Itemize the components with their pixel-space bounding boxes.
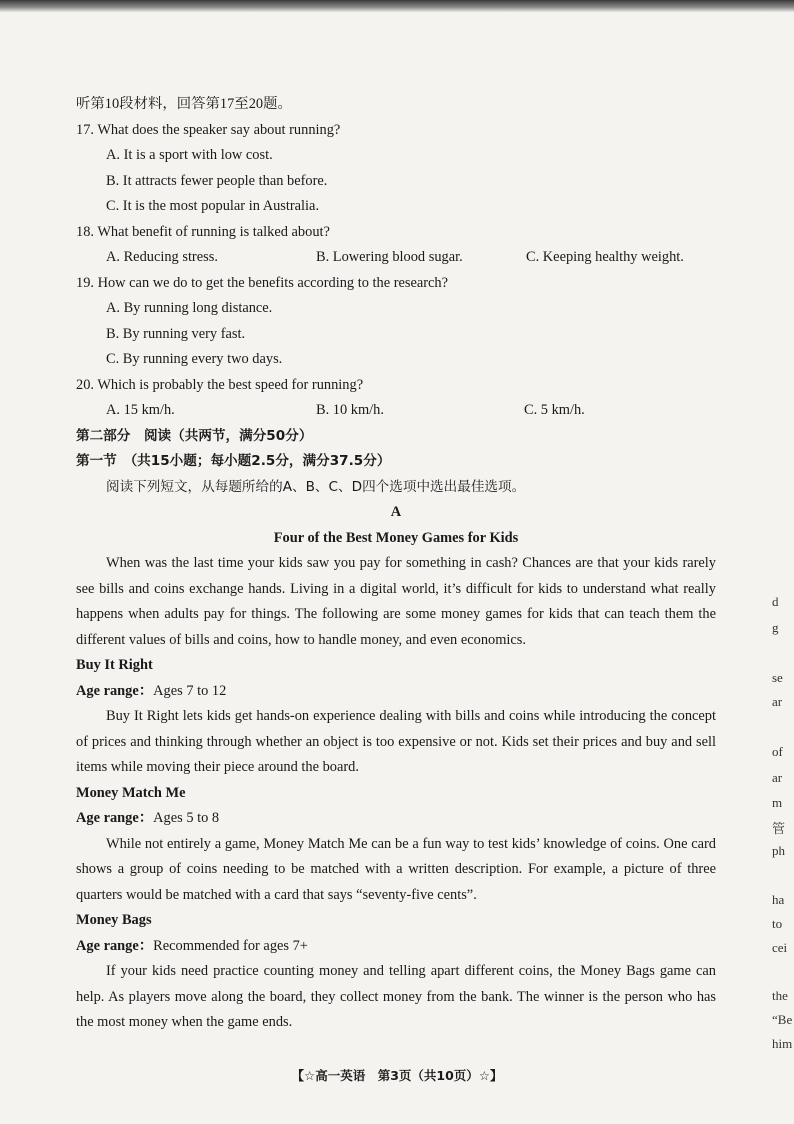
options-row (76, 245, 716, 271)
age-range-label: Age range： (76, 682, 154, 699)
edge-fragment: se (772, 670, 783, 685)
question-17 (76, 118, 716, 220)
option-a: A. It is a sport with low cost. (106, 147, 273, 163)
question-stem: 17. What does the speaker say about running? (76, 121, 341, 138)
option-c: C. By running every two days. (106, 351, 283, 367)
part-two-heading: 第二部分 阅读（共两节，满分50分） (76, 427, 313, 444)
edge-fragment: d (772, 594, 779, 609)
option-a: A. 15 km/h. (106, 402, 175, 418)
passage-label: A (390, 504, 402, 520)
edge-fragment: him (772, 1036, 793, 1051)
game-title: Money Match Me (76, 784, 186, 801)
game-title: Buy It Right (76, 657, 153, 673)
age-range (76, 806, 716, 832)
edge-fragment: ar (772, 770, 783, 785)
option-a: A. By running long distance. (106, 300, 273, 316)
game-title: Money Bags (76, 912, 152, 928)
edge-fragment: 管 (772, 821, 786, 836)
age-range (76, 934, 716, 960)
scan-top-band (0, 0, 794, 12)
edge-fragment: ha (772, 892, 785, 907)
game-description: While not entirely a game, Money Match Me can be a fun way to test kids’ knowledge of coins. One card shows a group of coins needing to be matched with a written description. For example, a picture of three quarters would be matched with a card that says “seventy-five cents”. (76, 835, 716, 903)
option-b: B. 10 km/h. (316, 402, 384, 418)
edge-fragment: cei (772, 940, 788, 955)
edge-fragment: ph (772, 843, 785, 858)
edge-fragment: “Be (772, 1012, 793, 1027)
age-range-value: Ages 5 to 8 (153, 810, 220, 826)
options-row (76, 398, 716, 424)
question-stem: 20. Which is probably the best speed for running? (76, 376, 364, 393)
edge-fragment: m (772, 795, 783, 810)
age-range-label: Age range： (76, 810, 154, 826)
edge-fragment: g (772, 620, 779, 635)
edge-fragment: the (772, 988, 788, 1003)
edge-fragment: ar (772, 694, 783, 709)
option-c: C. It is the most popular in Australia. (106, 198, 320, 214)
game-money-bags (76, 908, 716, 1036)
option-b: B. It attracts fewer people than before. (106, 172, 328, 189)
game-buy-it-right (76, 653, 716, 781)
age-range (76, 679, 716, 705)
question-stem: 18. What benefit of running is talked about? (76, 223, 330, 240)
edge-fragment: of (772, 744, 783, 759)
question-18 (76, 220, 716, 271)
section-one-heading: 第一节 （共15小题；每小题2.5分，满分37.5分） (76, 453, 391, 469)
passage-title: Four of the Best Money Games for Kids (273, 529, 519, 546)
edge-fragment: to (772, 916, 783, 931)
exam-page (76, 92, 716, 1036)
option-a: A. Reducing stress. (106, 249, 218, 265)
question-19 (76, 271, 716, 373)
option-b: B. Lowering blood sugar. (316, 249, 463, 265)
page-footer: 【☆高一英语 第3页（共10页）☆】 (291, 1068, 503, 1083)
age-range-value: Recommended for ages 7+ (153, 937, 308, 954)
game-description: Buy It Right lets kids get hands-on experience dealing with bills and coins while introducing the concept of prices and thinking through whether an object is too expensive or not. Kids set their prices and buy and sell items while moving their piece around the board. (76, 708, 716, 775)
option-c: C. 5 km/h. (524, 402, 585, 418)
option-b: B. By running very fast. (106, 325, 246, 342)
question-stem: 19. How can we do to get the benefits according to the research? (76, 274, 449, 291)
age-range-value: Ages 7 to 12 (153, 682, 227, 699)
listening-instruction: 听第10段材料，回答第17至20题。 (76, 96, 292, 112)
option-c: C. Keeping healthy weight. (526, 249, 684, 265)
game-description: If your kids need practice counting money and telling apart different coins, the Money Bags game can help. As players move along the board, they collect money from the bank. The winner is the person who has the most money when the game ends. (76, 963, 716, 1030)
age-range-label: Age range： (76, 937, 154, 954)
question-20 (76, 373, 716, 424)
intro-paragraph: When was the last time your kids saw you pay for something in cash? Chances are that your kids rarely see bills and coins exchange hands. Living in a digital world, it’s difficult for kids to understand what really happens when adults pay for things. The following are some money games for kids that can teach them the different values of bills and coins, how to handle money, and even economics. (76, 555, 716, 648)
reading-instruction: 阅读下列短文，从每题所给的A、B、C、D四个选项中选出最佳选项。 (106, 478, 526, 495)
game-money-match-me (76, 781, 716, 909)
